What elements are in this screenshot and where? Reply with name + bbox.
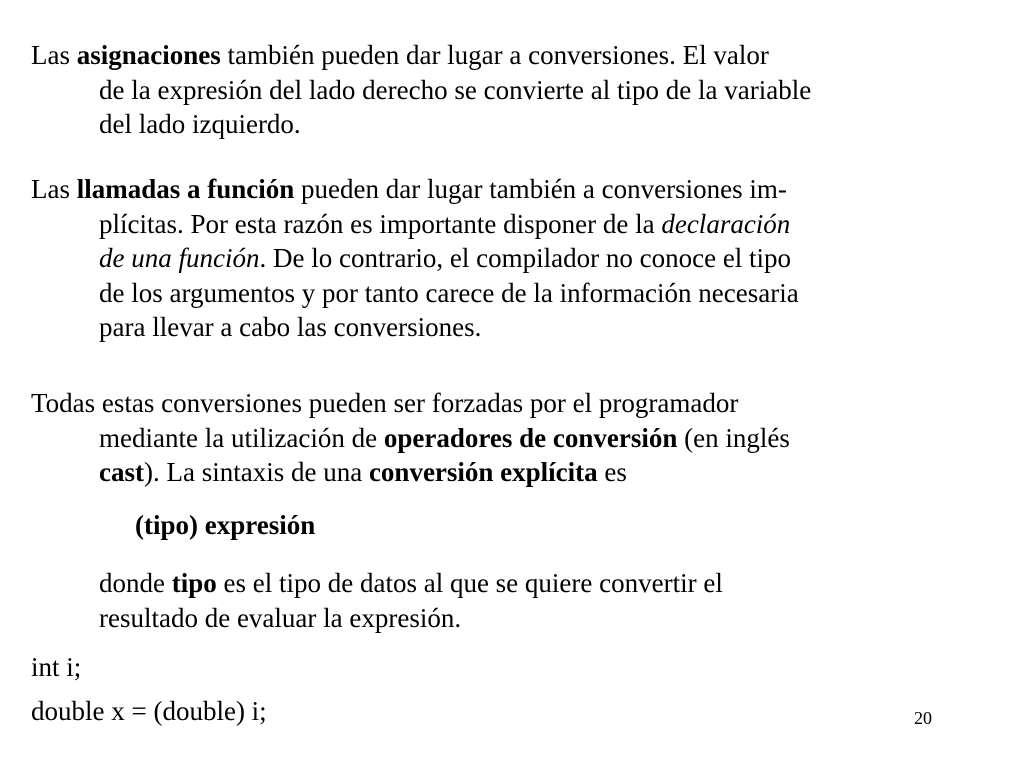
paragraph-asignaciones xyxy=(31,38,1006,142)
paragraph-llamadas xyxy=(31,172,1006,345)
text-run: también pueden dar lugar a conversiones. El valor xyxy=(220,40,769,70)
paragraph-line xyxy=(31,421,1006,456)
text-run: donde xyxy=(99,568,172,598)
code-line: double x = (double) i; xyxy=(31,696,267,726)
bold-term: tipo xyxy=(171,568,217,598)
text-run: Las xyxy=(31,174,77,204)
bold-term: llamadas a función xyxy=(76,174,295,204)
bold-term: cast xyxy=(99,457,144,488)
cast-syntax xyxy=(31,508,1006,543)
text-run: ). La sintaxis de una xyxy=(143,457,369,488)
paragraph-conversiones-forzadas xyxy=(31,386,1006,490)
paragraph-line: Todas estas conversiones pueden ser forzadas por el programador xyxy=(31,388,739,418)
paragraph-line xyxy=(31,38,1006,73)
paragraph-line: para llevar a cabo las conversiones. xyxy=(99,312,482,343)
code-example-line-1 xyxy=(31,650,1006,685)
code-example-line-2 xyxy=(31,694,1006,729)
paragraph-line: de los argumentos y por tanto carece de la información necesaria xyxy=(99,277,799,308)
paragraph-line: resultado de evaluar la expresión. xyxy=(99,602,462,633)
paragraph-donde-tipo xyxy=(31,566,1006,635)
syntax-line xyxy=(31,508,1006,543)
text-run: es el tipo de datos al que se quiere convertir el xyxy=(216,568,723,598)
text-run: Las xyxy=(31,40,77,70)
bold-term: conversión explícita xyxy=(368,457,598,488)
code-line: int i; xyxy=(31,652,82,682)
text-run: es xyxy=(597,457,627,488)
paragraph-line xyxy=(31,172,1006,207)
paragraph-line: del lado izquierdo. xyxy=(99,109,301,140)
paragraph-line xyxy=(31,566,1006,601)
text-run: . De lo contrario, el compilador no conoce el tipo xyxy=(259,243,792,274)
page-number: 20 xyxy=(914,708,932,728)
bold-term: asignaciones xyxy=(76,40,221,70)
paragraph-line xyxy=(31,455,1006,490)
bold-term: operadores de conversión xyxy=(383,422,678,453)
text-run: (en inglés xyxy=(677,422,790,453)
paragraph-line xyxy=(31,207,1006,242)
text-run: pueden dar lugar también a conversiones im- xyxy=(294,174,787,204)
paragraph-line xyxy=(31,241,1006,276)
bold-term: (tipo) expresión xyxy=(135,510,316,540)
paragraph-line: de la expresión del lado derecho se convierte al tipo de la variable xyxy=(99,74,812,105)
text-run: plícitas. Por esta razón es importante disponer de la xyxy=(99,208,662,239)
italic-term: de una función xyxy=(99,243,260,274)
text-run: mediante la utilización de xyxy=(99,422,384,453)
italic-term: declaración xyxy=(661,208,791,239)
